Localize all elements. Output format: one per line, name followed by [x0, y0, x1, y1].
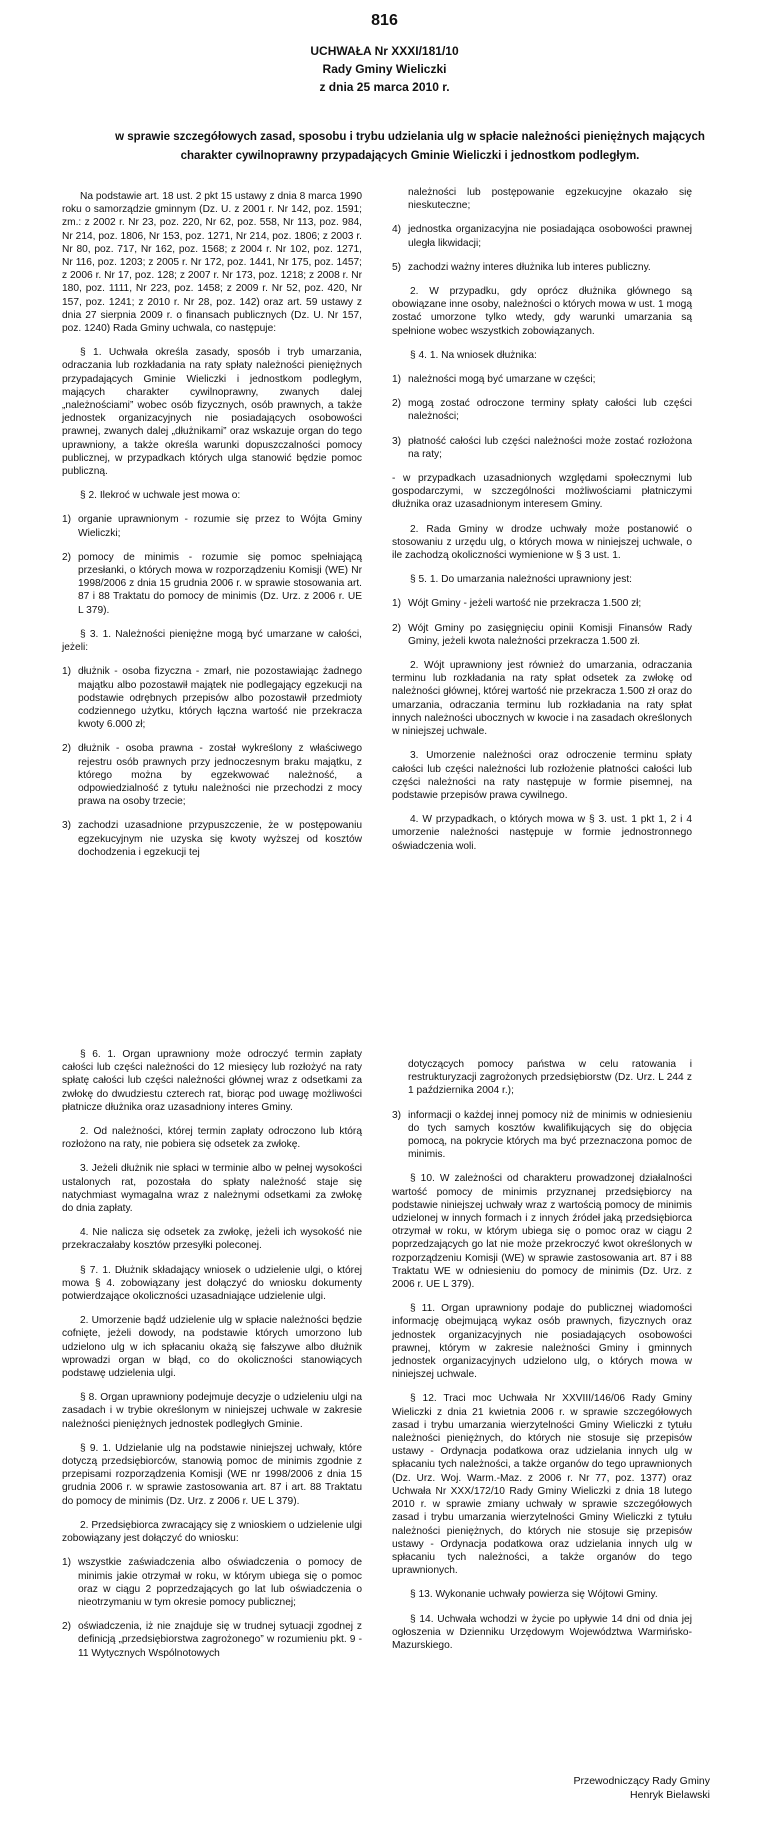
signature-block: [470, 1774, 710, 1802]
resolution-number: UCHWAŁA Nr XXXI/181/10: [310, 44, 459, 58]
list-item: 1) Wójt Gminy - jeżeli wartość nie przekracza 1.500 zł;: [392, 598, 642, 610]
section-3: § 3. 1. Należności pieniężne mogą być umarzane w całości, jeżeli:: [62, 628, 362, 654]
section-7: § 7. 1. Dłużnik składający wniosek o udzielenie ulgi, o której mowa § 4. zobowiązany jest dołączyć do wniosku dokumenty potwierdzające okoliczności uzasadniające udzielenie ulgi.: [62, 1264, 362, 1303]
column-top-right: [392, 186, 692, 864]
section-13: § 13. Wykonanie uchwały powierza się Wójtowi Gminy.: [410, 1589, 658, 1601]
resolution-date: z dnia 25 marca 2010 r.: [319, 80, 450, 94]
column-top-left: [62, 190, 362, 870]
section-5-paragraph-4: 4. W przypadkach, o których mowa w § 3. ust. 1 pkt 1, 2 i 4 umorzenie należności następuje w formie jednostronnego oświadczenia woli.: [392, 814, 692, 852]
list-item: 1) dłużnik - osoba fizyczna - zmarł, nie pozostawiając żadnego majątku albo pozostawił majątek nie podlegający egzekucji na podstawie odrębnych przepisów albo pozostawił przedmioty codziennego użytku, których łączna wartość nie przekracza kwoty 6.000 zł;: [62, 666, 362, 731]
section-10: § 10. W zależności od charakteru prowadzonej działalności wartość pomocy de minimis przyznanej przedsiębiorcy na podstawie niniejszej uchwały wraz z wartością pomocy de minimis udzielonej w innych formach i z innych źródeł jaką przedsiębiorca otrzymał w roku, w którym ubiega się o pomoc oraz w ciągu 2 poprzedzających go lat nie może przekroczyć kwot określonych w rozporządzeniu Komisji (WE) w sprawie zastosowania art. 87 i 88 Traktatu WE w odniesieniu do pomocy de minimis (Dz. Urz. z 2006 r. UE L 379).: [392, 1173, 692, 1291]
section-4-paragraph-2: 2. Rada Gminy w drodze uchwały może postanowić o stosowaniu z urzędu ulg, o których mowa w niniejszej uchwale, o ile zachodzą okoliczności wymienione w § 3 ust. 1.: [392, 523, 692, 562]
section-9-paragraph-2: 2. Przedsiębiorca zwracający się z wnioskiem o udzielenie ulgi zobowiązany jest dołączyć do wniosku:: [62, 1519, 362, 1545]
list-item: 1) należności mogą być umarzane w części;: [392, 374, 596, 386]
section-11: § 11. Organ uprawniony podaje do publicznej wiadomości informację obejmującą wykaz osób prawnych, fizycznych oraz jednostek organizacyjnych nie posiadających osobowości prawnej, którym w zakresie należności Gminy i gminnych jednostek organizacyjnych udzielono ulg, o których mowa w niniejszej uchwale.: [392, 1303, 692, 1381]
section-6-paragraph-3: 3. Jeżeli dłużnik nie spłaci w terminie albo w pełnej wysokości ustalonych rat, pozostała do spłaty należność staje się natychmiast wymagalna wraz z należnymi odsetkami za zwłokę do dnia zapłaty.: [62, 1163, 362, 1215]
list-item: 2) pomocy de minimis - rozumie się pomoc spełniającą przesłanki, o których mowa w rozporządzeniu Komisji (WE) Nr 1998/2006 z dnia 15 grudnia 2006 r. w sprawie stosowania art. 87 i 88 Traktatu do pomocy de minimis (Dz. Urz. z 2006 r. UE L 379).: [62, 551, 362, 616]
list-item: 3) zachodzi uzasadnione przypuszczenie, że w postępowaniu egzekucyjnym nie uzyska się kwoty wyższej od kosztów dochodzenia i egzekucji tej: [62, 820, 362, 858]
section-12: § 12. Traci moc Uchwała Nr XXVIII/146/06 Rady Gminy Wieliczki z dnia 21 kwietnia 2006 r. w sprawie szczegółowych zasad i trybu umarzania wierzytelności Gminy Wieliczki z tytułu należności pieniężnych, do których nie stosuje się przepisów ustawy - Ordynacja podatkowa oraz udzielania innych ulg w spłacaniu tych należności, a także organów do tego uprawnionych (Dz. Urz. Woj. Warm.-Maz. z 2006 r. Nr 77, poz. 1377) oraz Uchwała Nr XXX/172/10 Rady Gminy Wieliczki z dnia 18 lutego 2010 r. w sprawie zmiany uchwały w sprawie szczegółowych zasad i trybu umarzania wierzytelności Gminy Wieliczki z tytułu należności pieniężnych, do których nie stosuje się przepisów ustawy - Ordynacja podatkowa oraz udzielania innych ulg w spłacaniu tych należności, a także organów do tego uprawnionych.: [392, 1393, 692, 1577]
section-8: § 8. Organ uprawniony podejmuje decyzje o udzieleniu ulgi na zasadach i w trybie określonym w niniejszej uchwale w zakresie należności pieniężnych jednostek podległych Gminie.: [62, 1392, 362, 1430]
list-item: 4) jednostka organizacyjna nie posiadająca osobowości prawnej uległa likwidacji;: [392, 224, 692, 249]
section-4: § 4. 1. Na wniosek dłużnika:: [410, 349, 537, 361]
list-item: 2) mogą zostać odroczone terminy spłaty całości lub części należności;: [392, 398, 692, 423]
list-item: 1) organie uprawnionym - rozumie się przez to Wójta Gminy Wieliczki;: [62, 514, 362, 539]
list-item: 3) informacji o każdej innej pomocy niż de minimis w odniesieniu do tych samych kosztów kwalifikujących się do objęcia pomocą, na pokrycie których ma być przeznaczona pomoc de minimis.: [392, 1109, 692, 1161]
section-5-paragraph-2: 2. Wójt uprawniony jest również do umarzania, odraczania terminu lub rozkładania na raty spłat odsetek za zwłokę od należności głównej, której wartość nie przekracza 1.500 zł oraz do umarzania, odraczania terminu lub rozkładania na raty spłat innych należności ubocznych w kwocie i na zasadach określonych w niniejszej uchwale.: [392, 660, 692, 738]
list-item: 3) płatność całości lub części należności może zostać rozłożona na raty;: [392, 435, 692, 460]
page-number: 816: [371, 12, 398, 29]
continuation-text: należności lub postępowanie egzekucyjne okazało się nieskuteczne;: [408, 187, 692, 212]
resolution-subject: w sprawie szczegółowych zasad, sposobu i trybu udzielania ulg w spłacie należności pieniężnych mających charakter cywilnoprawny przypadających Gminie Wieliczki i jednostkom podległym.: [115, 131, 705, 162]
signature-title: Przewodniczący Rady Gminy: [573, 1775, 710, 1787]
list-item: 1) wszystkie zaświadczenia albo oświadczenia o pomocy de minimis jakie otrzymał w roku, w którym ubiega się o pomoc oraz w ciągu 2 poprzedzających go lat lub oświadczenia o nieotrzymaniu w tym okresie pomocy publicznej;: [62, 1557, 362, 1608]
section-1: § 1. Uchwała określa zasady, sposób i tryb umarzania, odraczania lub rozkładania na raty spłaty należności pieniężnych przypadających Gminie Wieliczki i jednostkom podległym, mających charakter cywilnoprawny, zwanych dalej „należnościami” wobec osób fizycznych, osób prawnych, a także jednostek organizacyjnych nie posiadających osobowości prawnej, zwanych dalej „dłużnikami” oraz wskazuje organ do tego uprawniony, a także określa warunki dopuszczalności pomocy publicznej, w przypadkach których ulga stanowić będzie pomoc publiczną.: [62, 347, 362, 478]
list-item: 5) zachodzi ważny interes dłużnika lub interes publiczny.: [392, 261, 651, 273]
list-item: 2) dłużnik - osoba prawna - został wykreślony z właściwego rejestru osób prawnych przy jednoczesnym braku majątku, z którego można by egzekwować należność, a odpowiedzialność z tytułu należności nie przechodzi z mocy prawa na osoby trzecie;: [62, 743, 362, 808]
continuation-text: dotyczących pomocy państwa w celu ratowania i restrukturyzacji zagrożonych przedsiębiorstw (Dz. Urz. L 244 z 1 października 2004 r.);: [408, 1059, 692, 1097]
section-14: § 14. Uchwała wchodzi w życie po upływie 14 dni od dnia jej ogłoszenia w Dzienniku Urzędowym Województwa Warmińsko-Mazurskiego.: [392, 1613, 692, 1651]
column-bottom-left: [62, 1048, 362, 1671]
section-6: § 6. 1. Organ uprawniony może odroczyć termin zapłaty całości lub części należności do 12 miesięcy lub rozłożyć na raty spłatę całości lub części należności głównej wraz z odsetkami za zwłokę do dwudziestu czterech rat, biorąc pod uwagę możliwości płatnicze dłużnika oraz uzasadniony interes Gminy.: [62, 1049, 362, 1113]
section-9: § 9. 1. Udzielanie ulg na podstawie niniejszej uchwały, które dotyczą przedsiębiorców, stanowią pomoc de minimis zgodnie z przepisami rozporządzenia Komisji (WE nr 1998/2006 z dnia 15 grudnia 2006 r. w sprawie zastosowania art. 87 i art. 88 Traktatu do pomocy de minimis (Dz. Urz. z 2006 r. UE L 379).: [62, 1442, 362, 1507]
section-2: § 2. Ilekroć w uchwale jest mowa o:: [80, 490, 241, 502]
list-item: 2) oświadczenia, iż nie znajduje się w trudnej sytuacji zgodnej z definicją „przedsiębiorstwa zagrożonego” w rozumieniu pkt. 9 - 11 Wytycznych Wspólnotowych: [62, 1621, 362, 1659]
council-name: Rady Gminy Wieliczki: [322, 62, 447, 76]
section-6-paragraph-2: 2. Od należności, której termin zapłaty odroczono lub którą rozłożono na raty, nie pobiera się odsetek za zwłokę.: [62, 1126, 362, 1151]
column-bottom-right: [392, 1058, 692, 1663]
section-5-paragraph-3: 3. Umorzenie należności oraz odroczenie terminu spłaty całości lub części należności lub rozłożenie płatności całości lub części należności na raty następuje w formie pisemnej, na podstawie przepisów prawa cywilnego.: [392, 750, 692, 801]
preamble: Na podstawie art. 18 ust. 2 pkt 15 ustawy z dnia 8 marca 1990 roku o samorządzie gminnym (Dz. U. z 2001 r. Nr 142, poz. 1591; zm.: z 2002 r. Nr 23, poz. 220, Nr 62, poz. 558, Nr 113, poz. 984, Nr 214, poz. 1806, Nr 153, poz. 1271, Nr 214, poz. 1806; z 2003 r. Nr 80, poz. 717, Nr 162, poz. 1568; z 2004 r. Nr 102, poz. 1271, Nr 116, poz. 1203; z 2005 r. Nr 172, poz. 1441, Nr 175, poz. 1457; z 2006 r. Nr 17, poz. 128; z 2007 r. Nr 173, poz. 1218; z 2008 r. Nr 180, poz. 1111, Nr 223, poz. 1458; z 2009 r. Nr 52, poz. 420, Nr 157, poz. 1241; z 2010 r. Nr 28, poz. 142) oraz art. 59 ustawy z dnia 27 sierpnia 2009 r. o finansach publicznych (Dz. U. Nr 157, poz. 1240) Rada Gminy uchwala, co następuje:: [62, 191, 362, 335]
section-4-dash-clause: - w przypadkach uzasadnionych względami społecznymi lub gospodarczymi, w szczególności możliwościami płatniczymi dłużnika oraz uzasadnionym interesem Gminy.: [392, 473, 692, 511]
section-5: § 5. 1. Do umarzania należności uprawniony jest:: [410, 574, 632, 586]
section-7-paragraph-2: 2. Umorzenie bądź udzielenie ulg w spłacie należności będzie cofnięte, jeżeli dowody, na podstawie których umorzono lub udzielono ulg w ich spłacaniu okażą się fałszywe albo dłużnik wprowadzi organ w błąd, co do okoliczności stanowiących podstawę udzielenia ulgi.: [62, 1315, 362, 1380]
signature-name: Henryk Bielawski: [630, 1789, 710, 1801]
section-3-paragraph-2: 2. W przypadku, gdy oprócz dłużnika głównego są obowiązane inne osoby, należności o których mowa w ust. 1 mogą zostać umorzone tylko wtedy, gdy warunki umarzania są spełnione wobec wszystkich zobowiązanych.: [392, 286, 692, 337]
section-6-paragraph-4: 4. Nie nalicza się odsetek za zwłokę, jeżeli ich wysokość nie przekraczałaby kosztów przesyłki poleconej.: [62, 1227, 362, 1252]
list-item: 2) Wójt Gminy po zasięgnięciu opinii Komisji Finansów Rady Gminy, jeżeli kwota należności przekracza 1.500 zł.: [392, 622, 692, 647]
